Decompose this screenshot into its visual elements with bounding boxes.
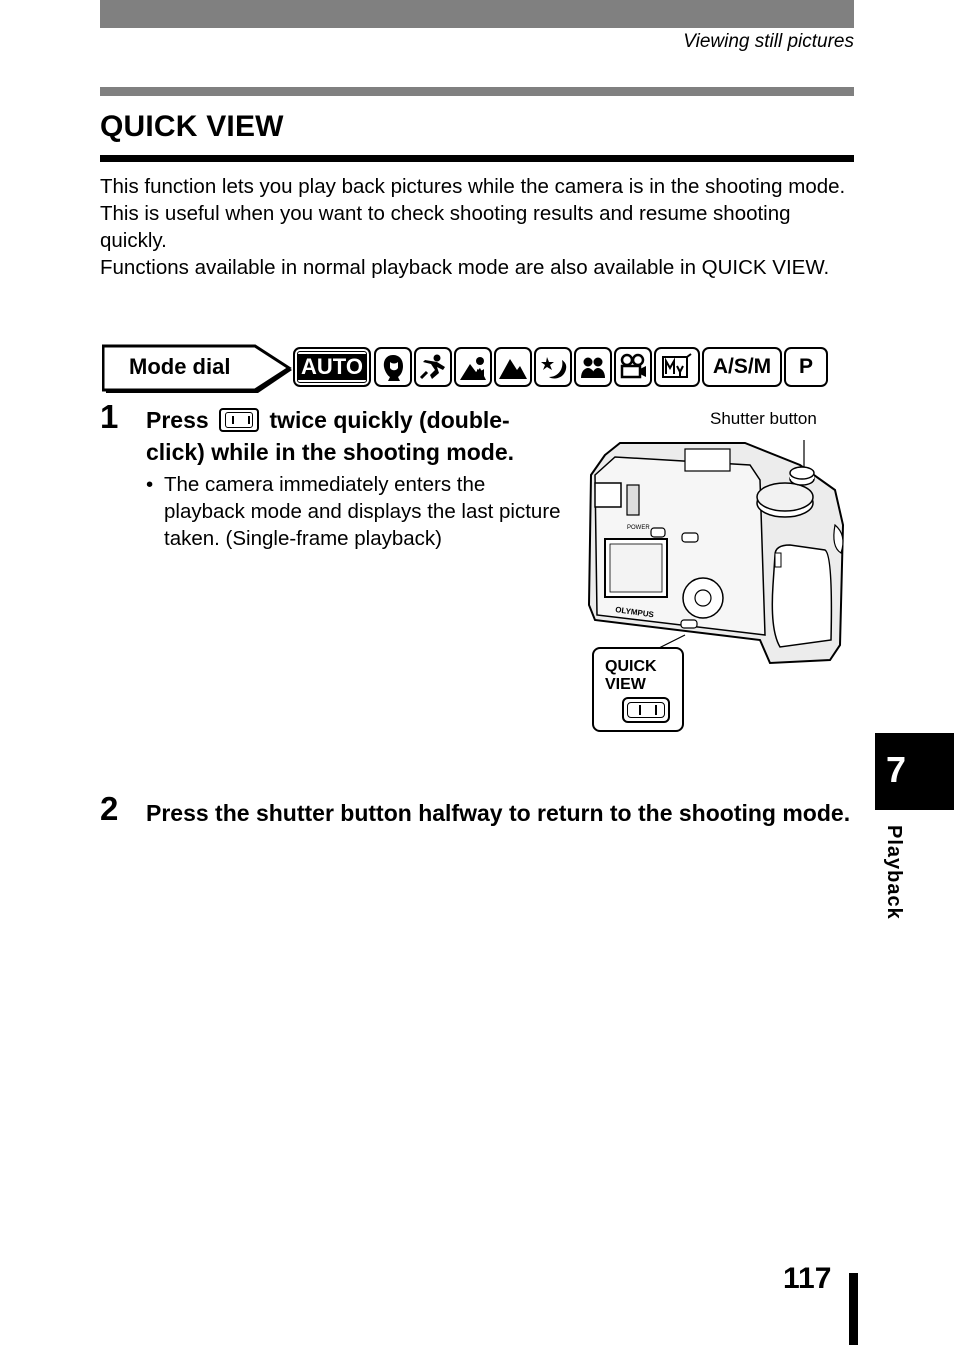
step-1-instruction: Press twice quickly (double-click) while in the shooting mode. [146, 407, 515, 465]
gray-rule [100, 87, 854, 96]
program-mode-icon: P [784, 347, 828, 387]
movie-icon [614, 347, 652, 387]
olympus-logo: OLYMPUS [614, 605, 655, 620]
bullet-text: The camera immediately enters the playback mode and displays the last picture taken. (Single-frame playback) [164, 473, 561, 550]
asm-mode-icon: A/S/M [702, 347, 782, 387]
step-2-instruction: Press the shutter button halfway to return to the shooting mode. [146, 800, 851, 826]
intro-paragraph: This function lets you play back pictures while the camera is in the shooting mode. This is useful when you want to check shooting results and resume shooting quickly. [100, 175, 846, 252]
power-label: POWER [627, 525, 650, 531]
header-bar [100, 0, 854, 28]
landscape-portrait-icon [454, 347, 492, 387]
quick-view-callout [592, 647, 684, 732]
chapter-number: 7 [886, 749, 907, 790]
step-number: 1 [100, 398, 119, 435]
my-mode-icon [654, 347, 700, 387]
intro-paragraph: Functions available in normal playback mode are also available in QUICK VIEW. [100, 256, 830, 279]
chapter-name: Playback [883, 825, 905, 920]
self-portrait-icon [574, 347, 612, 387]
page-number-bar [849, 1273, 858, 1345]
bullet-marker: • [146, 473, 154, 496]
shutter-button-caption: Shutter button [710, 409, 817, 428]
page-title: QUICK VIEW [100, 110, 284, 143]
title-rule [100, 155, 854, 162]
portrait-icon [374, 347, 412, 387]
quick-view-label: QUICK VIEW [605, 658, 657, 693]
camera-illustration [585, 435, 850, 670]
quick-view-button-icon [219, 408, 259, 432]
intro-text [100, 173, 860, 281]
night-scene-icon [534, 347, 572, 387]
quick-view-button-icon [622, 697, 670, 723]
step-number: 2 [100, 790, 119, 827]
page-number: 117 [783, 1262, 832, 1295]
mode-dial-label: Mode dial [129, 354, 231, 379]
section-label: Viewing still pictures [683, 31, 854, 52]
step-1-note [146, 471, 566, 552]
mode-dial-row [102, 343, 832, 393]
chapter-tab [875, 733, 954, 810]
landscape-icon [494, 347, 532, 387]
sports-icon [414, 347, 452, 387]
auto-icon: AUTO [293, 347, 371, 387]
